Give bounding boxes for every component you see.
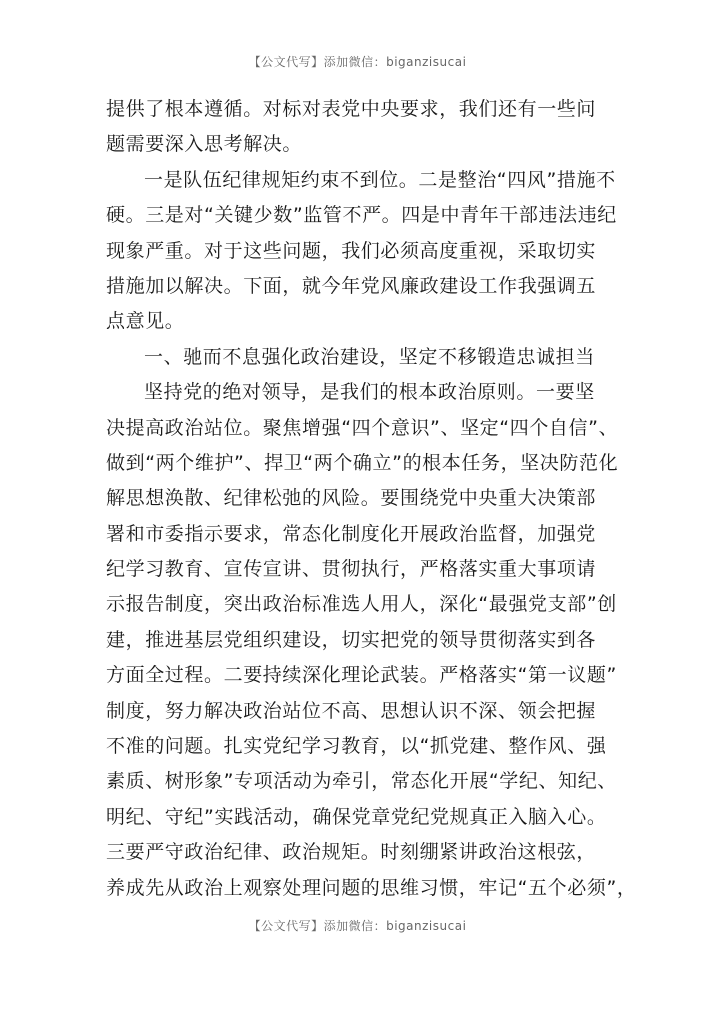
text-line: 建，推进基层党组织建设，切实把党的领导贯彻落实到各 xyxy=(106,628,597,651)
text-line: 制度，努力解决政治站位不高、思想认识不深、领会把握 xyxy=(106,699,597,722)
text-line: 示报告制度，突出政治标准选人用人，深化“最强党支部”创 xyxy=(106,593,617,616)
text-line: 方面全过程。二要持续深化理论武装。严格落实“第一议题” xyxy=(106,664,617,687)
text-line: 一是队伍纪律规矩约束不到位。二是整治“四风”措施不 xyxy=(144,168,616,191)
text-line: 三要严守政治纪律、政治规矩。时刻绷紧讲政治这根弦， xyxy=(106,841,597,864)
text-line: 解思想涣散、纪律松弛的风险。要围绕党中央重大决策部 xyxy=(106,487,597,510)
footer-watermark: 【公文代写】添加微信：biganzisucai xyxy=(248,919,467,933)
text-line: 署和市委指示要求，常态化制度化开展政治监督，加强党 xyxy=(106,522,597,545)
document-body xyxy=(106,92,637,906)
text-line: 纪学习教育、宣传宣讲、贯彻执行，严格落实重大事项请 xyxy=(106,558,597,581)
section-heading: 一、驰而不息强化政治建设，坚定不移锻造忠诚担当 xyxy=(144,345,595,368)
text-line: 提供了根本遵循。对标对表党中央要求，我们还有一些问 xyxy=(106,98,597,120)
text-line: 决提高政治站位。聚焦增强“四个意识”、坚定“四个自信”、 xyxy=(106,416,619,439)
text-line: 措施加以解决。下面，就今年党风廉政建设工作我强调五 xyxy=(106,274,597,297)
header-watermark: 【公文代写】添加微信：biganzisucai xyxy=(248,55,467,69)
text-line: 素质、树形象”专项活动为牵引，常态化开展“学纪、知纪、 xyxy=(106,770,617,793)
text-line: 硬。三是对“关键少数”监管不严。四是中青年干部违法违纪 xyxy=(106,204,617,227)
text-line: 点意见。 xyxy=(106,310,185,333)
text-line: 题需要深入思考解决。 xyxy=(106,133,303,156)
text-line: 明纪、守纪”实践活动，确保党章党纪党规真正入脑入心。 xyxy=(106,805,607,828)
text-line: 做到“两个维护”、捍卫“两个确立”的根本任务，坚决防范化 xyxy=(106,451,619,474)
text-line: 现象严重。对于这些问题，我们必须高度重视，采取切实 xyxy=(106,239,597,262)
text-line: 不准的问题。扎实党纪学习教育，以“抓党建、整作风、强 xyxy=(106,735,607,758)
text-line: 养成先从政治上观察处理问题的思维习惯，牢记“五个必须”， xyxy=(106,876,637,899)
text-line: 坚持党的绝对领导，是我们的根本政治原则。一要坚 xyxy=(144,381,595,404)
